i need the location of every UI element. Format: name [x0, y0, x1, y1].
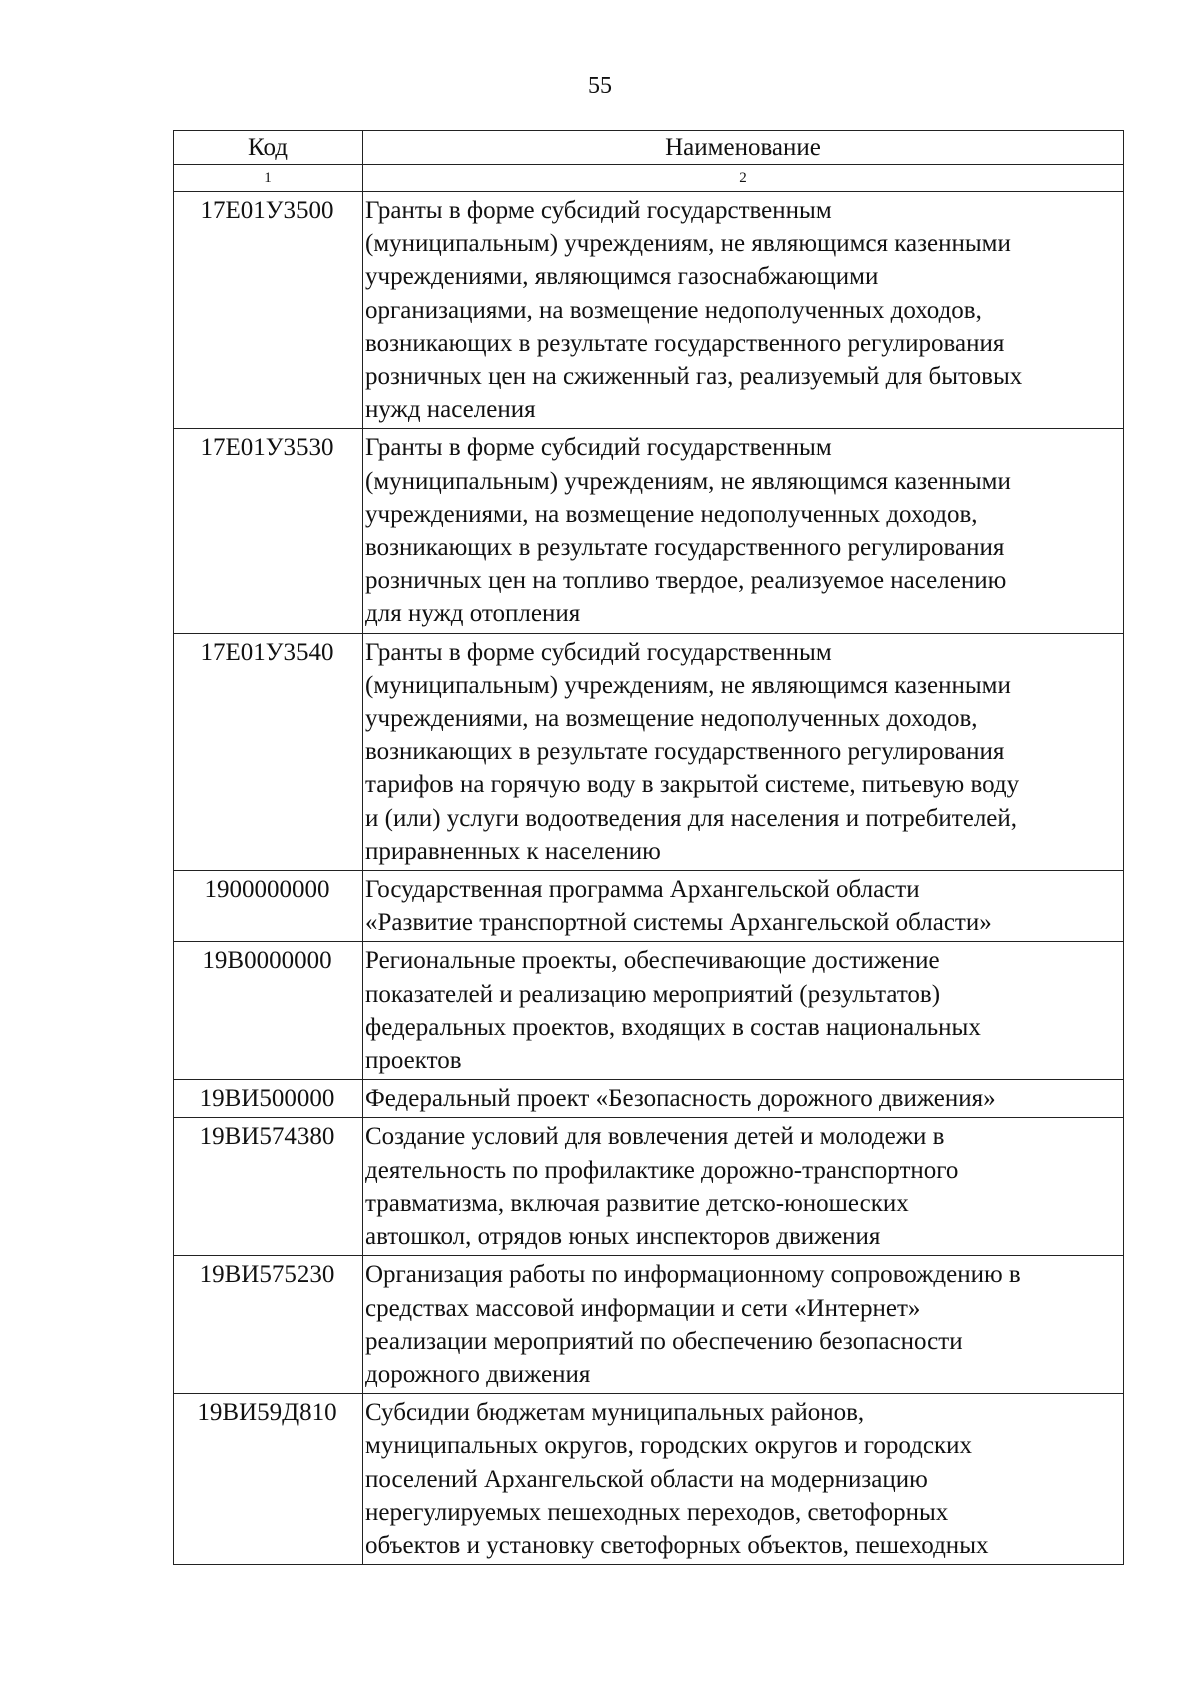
row-name-line: травматизма, включая развитие детско-юношеских — [365, 1189, 909, 1217]
row-code: 19ВИ574380 — [174, 1118, 363, 1256]
row-name-line: средствах массовой информации и сети «Интернет» — [365, 1294, 921, 1322]
row-code: 19ВИ575230 — [174, 1256, 363, 1394]
row-name-line: Гранты в форме субсидий государственным — [365, 434, 832, 462]
row-code: 1900000000 — [174, 871, 363, 942]
row-name-line: приравненных к населению — [365, 837, 661, 865]
row-name-line: (муниципальным) учреждениям, не являющимся казенными — [365, 467, 1011, 495]
row-name-line: Гранты в форме субсидий государственным — [365, 197, 832, 224]
row-name-line: дорожного движения — [365, 1360, 591, 1388]
row-name — [363, 1256, 1124, 1394]
row-code: 19В0000000 — [174, 942, 363, 1080]
row-name-line: федеральных проектов, входящих в состав национальных — [365, 1013, 981, 1041]
row-name-line: Государственная программа Архангельской области — [365, 876, 920, 904]
row-name — [363, 633, 1124, 870]
row-name — [363, 1394, 1124, 1565]
row-name — [363, 871, 1124, 942]
row-name-line: Гранты в форме субсидий государственным — [365, 638, 832, 666]
table-row — [174, 429, 1124, 633]
page-number: 55 — [588, 73, 612, 99]
row-name-line: учреждениями, являющимся газоснабжающими — [365, 263, 879, 291]
table-row — [174, 192, 1124, 429]
table-row — [174, 942, 1124, 1080]
row-code: 19ВИ59Д810 — [174, 1394, 363, 1565]
row-name-line: возникающих в результате государственного регулирования — [365, 738, 1005, 766]
row-name-line: нерегулируемых пешеходных переходов, светофорных — [365, 1498, 949, 1526]
row-name-line: розничных цен на топливо твердое, реализуемое населению — [365, 567, 1007, 595]
row-name-line: для нужд отопления — [365, 600, 581, 628]
row-name-line: розничных цен на сжиженный газ, реализуемый для бытовых — [365, 363, 1023, 391]
budget-codes-table — [173, 130, 1124, 1565]
table-row — [174, 1394, 1124, 1565]
row-name — [363, 1080, 1124, 1118]
column-number-name: 2 — [363, 165, 1124, 192]
column-number-row — [174, 165, 1124, 192]
table-row — [174, 871, 1124, 942]
row-name-line: муниципальных округов, городских округов и городских — [365, 1432, 972, 1460]
table-row — [174, 1080, 1124, 1118]
row-name-line: реализации мероприятий по обеспечению безопасности — [365, 1327, 963, 1355]
row-name-line: возникающих в результате государственного регулирования — [365, 329, 1005, 357]
header-row — [174, 131, 1124, 165]
row-name-line: объектов и установку светофорных объектов, пешеходных — [365, 1531, 989, 1559]
row-name-line: организациями, на возмещение недополученных доходов, — [365, 296, 982, 324]
row-name-line: учреждениями, на возмещение недополученных доходов, — [365, 705, 978, 733]
row-name-line: деятельность по профилактике дорожно-транспортного — [365, 1156, 959, 1184]
column-number-code: 1 — [174, 165, 363, 192]
row-code: 17Е01У3530 — [174, 429, 363, 633]
row-name-line: Федеральный проект «Безопасность дорожного движения» — [365, 1085, 996, 1113]
row-name-line: Организация работы по информационному сопровождению в — [365, 1261, 1021, 1289]
row-name-line: (муниципальным) учреждениям, не являющимся казенными — [365, 230, 1011, 258]
row-name-line: поселений Архангельской области на модернизацию — [365, 1465, 928, 1493]
row-name-line: показателей и реализацию мероприятий (результатов) — [365, 980, 941, 1008]
table-row — [174, 633, 1124, 870]
row-name-line: и (или) услуги водоотведения для населения и потребителей, — [365, 804, 1018, 832]
table-row — [174, 1118, 1124, 1256]
row-name — [363, 192, 1124, 429]
row-name — [363, 429, 1124, 633]
table-row — [174, 1256, 1124, 1394]
row-name-line: возникающих в результате государственного регулирования — [365, 534, 1005, 562]
row-name-line: Региональные проекты, обеспечивающие достижение — [365, 947, 940, 975]
header-code: Код — [174, 131, 363, 165]
row-name-line: автошкол, отрядов юных инспекторов движения — [365, 1223, 881, 1251]
row-name-line: проектов — [365, 1047, 462, 1075]
row-code: 17Е01У3540 — [174, 633, 363, 870]
row-name-line: Создание условий для вовлечения детей и молодежи в — [365, 1123, 945, 1151]
row-name-line: нужд населения — [365, 396, 536, 424]
row-code: 19ВИ500000 — [174, 1080, 363, 1118]
row-name — [363, 1118, 1124, 1256]
row-code: 17Е01У3500 — [174, 192, 363, 429]
row-name-line: Субсидии бюджетам муниципальных районов, — [365, 1399, 865, 1427]
row-name-line: (муниципальным) учреждениям, не являющимся казенными — [365, 671, 1011, 699]
row-name-line: «Развитие транспортной системы Архангельской области» — [365, 909, 992, 937]
row-name-line: тарифов на горячую воду в закрытой системе, питьевую воду — [365, 771, 1020, 799]
header-name: Наименование — [363, 131, 1124, 165]
row-name-line: учреждениями, на возмещение недополученных доходов, — [365, 500, 978, 528]
row-name — [363, 942, 1124, 1080]
